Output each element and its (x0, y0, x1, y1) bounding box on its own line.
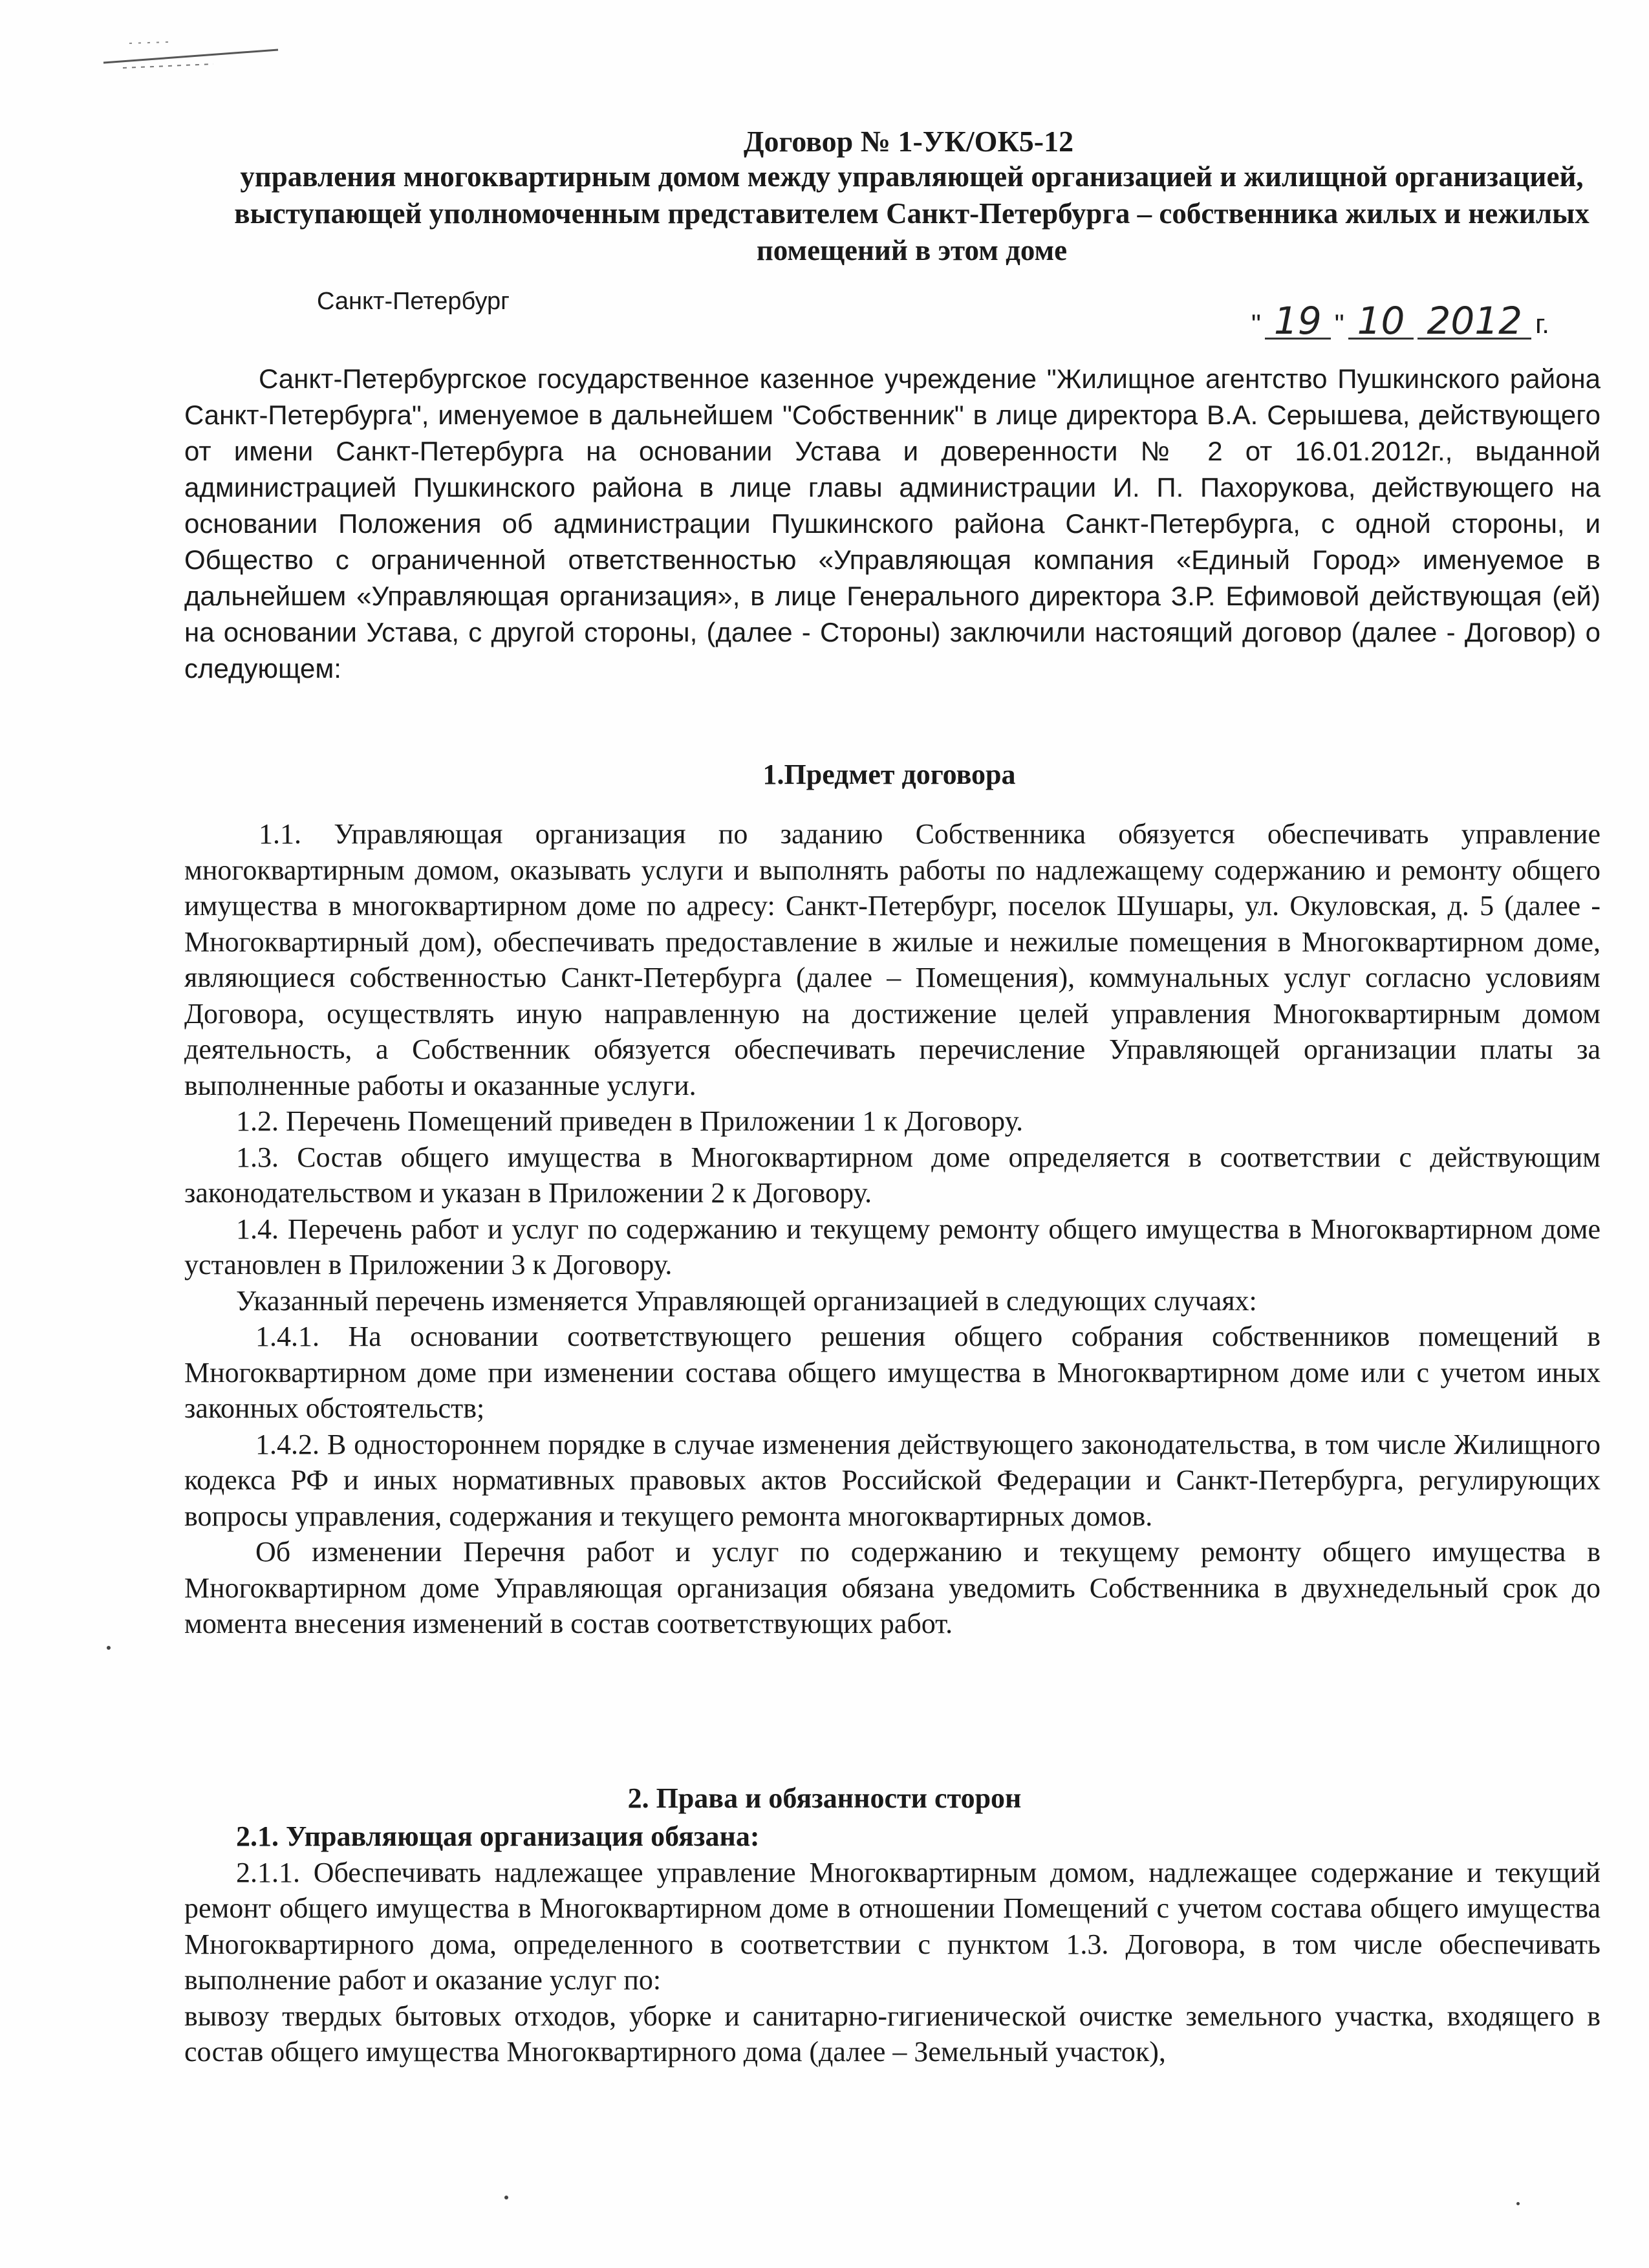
date-year: 2012 (1417, 304, 1531, 340)
date-quote-close: " (1334, 308, 1344, 339)
clause-1-4: 1.4. Перечень работ и услуг по содержанию и текущему ремонту общего имущества в Многоквартирном доме установлен в Приложении 3 к Договору. (184, 1213, 1600, 1280)
document-subtitle: управления многоквартирным домом между управляющей организацией и жилищной организацией, выступающей уполномоченным представителем Санкт-Петербурга – собственника жилых и нежилых помещений в этом доме (234, 160, 1590, 266)
preamble-text: Санкт-Петербургское государственное казенное учреждение "Жилищное агентство Пушкинского района Санкт-Петербурга", именуемое в дальнейшем "Собственник" в лице директора В.А. Серышева, действующего от имени Санкт-Петербурга на основании Устава и доверенности № 2 от 16.01.2012г., выданной администрацией Пушкинского района в лице главы администрации И. П. Пахорукова, действующего на основании Положения об администрации Пушкинского района Санкт-Петербурга, с одной стороны, и Общество с ограниченной ответственностью «Управляющая компания «Единый Город» именуемое в дальнейшем «Управляющая организация», в лице Генерального директора З.Р. Ефимовой действующая (ей) на основании Устава, с другой стороны, (далее - Стороны) заключили настоящий договор (далее - Договор) о следующем: (184, 363, 1600, 684)
clause-2-1-1: 2.1.1. Обеспечивать надлежащее управление Многоквартирным домом, надлежащее содержание и текущий ремонт общего имущества в Многоквартирном доме в отношении Помещений с учетом состава общего имущества Многоквартирного дома, определенного в соответствии с пунктом 1.3. Договора, в том числе обеспечивать выполнение работ и оказание услуг по: (184, 1856, 1600, 1996)
section-2-heading: 2. Права и обязанности сторон (627, 1782, 1022, 1814)
clause-1-1: 1.1. Управляющая организация по заданию Собственника обязуется обеспечивать управление многоквартирным домом, оказывать услуги и выполнять работы по надлежащему содержанию и ремонту общего имущества в многоквартирном доме по адресу: Санкт-Петербург, поселок Шушары, ул. Окуловская, д. 5 (далее - Многоквартирный дом), обеспечивать предоставление в жилые и нежилые помещения в Многоквартирном доме, являющиеся собственностью Санкт-Петербурга (далее – Помещения), коммунальных услуг согласно условиям Договора, осуществлять иную направленную на достижение целей управления Многоквартирным домом деятельность, а Собственник обязуется обеспечивать перечисление Управляющей организации платы за выполненные работы и оказанные услуги. (184, 818, 1600, 1101)
clause-list-intro: Указанный перечень изменяется Управляющей организацией в следующих случаях: (236, 1284, 1257, 1317)
date-quote-open: " (1251, 308, 1261, 339)
date-month: 10 (1348, 304, 1414, 340)
date-suffix: г. (1535, 308, 1549, 339)
section-1-body (184, 816, 1600, 1642)
city-label: Санкт-Петербург (317, 288, 510, 315)
date-day: 19 (1265, 304, 1331, 340)
clause-1-4-2: 1.4.2. В одностороннем порядке в случае изменения действующего законодательства, в том числе Жилищного кодекса РФ и иных нормативных правовых актов Российской Федерации и Санкт-Петербурга, регулирующих вопросы управления, содержания и текущего ремонта многоквартирных домов. (184, 1428, 1600, 1532)
preamble (184, 361, 1600, 687)
clause-1-3: 1.3. Состав общего имущества в Многоквартирном доме определяется в соответствии с действующим законодательством и указан в Приложении 2 к Договору. (184, 1141, 1600, 1209)
clause-notice: Об изменении Перечня работ и услуг по содержанию и текущему ремонту общего имущества в Многоквартирном доме Управляющая организация обязана уведомить Собственника в двухнедельный срок до момента внесения изменений в состав соответствующих работ. (184, 1536, 1600, 1639)
contract-date (1251, 299, 1549, 343)
section-1-heading: 1.Предмет договора (762, 759, 1016, 790)
clause-1-2: 1.2. Перечень Помещений приведен в Приложении 1 к Договору. (236, 1105, 1024, 1137)
clause-1-4-1: 1.4.1. На основании соответствующего решения общего собрания собственников помещений в Многоквартирном доме при изменении состава общего имущества в Многоквартирном доме или с учетом иных законных обстоятельств; (184, 1321, 1600, 1424)
clause-2-1-1-continued: вывозу твердых бытовых отходов, уборке и санитарно-гигиенической очистке земельного участка, входящего в состав общего имущества Многоквартирного дома (далее – Земельный участок), (184, 2000, 1600, 2068)
document-title: Договор № 1-УК/ОК5-12 (743, 125, 1074, 158)
scan-artifact-mark (84, 36, 291, 74)
scan-speck (107, 1646, 111, 1650)
scan-speck (504, 2196, 508, 2199)
section-2-body (184, 1819, 1600, 2070)
clause-2-1: 2.1. Управляющая организация обязана: (236, 1820, 760, 1852)
scan-speck (1516, 2202, 1520, 2205)
